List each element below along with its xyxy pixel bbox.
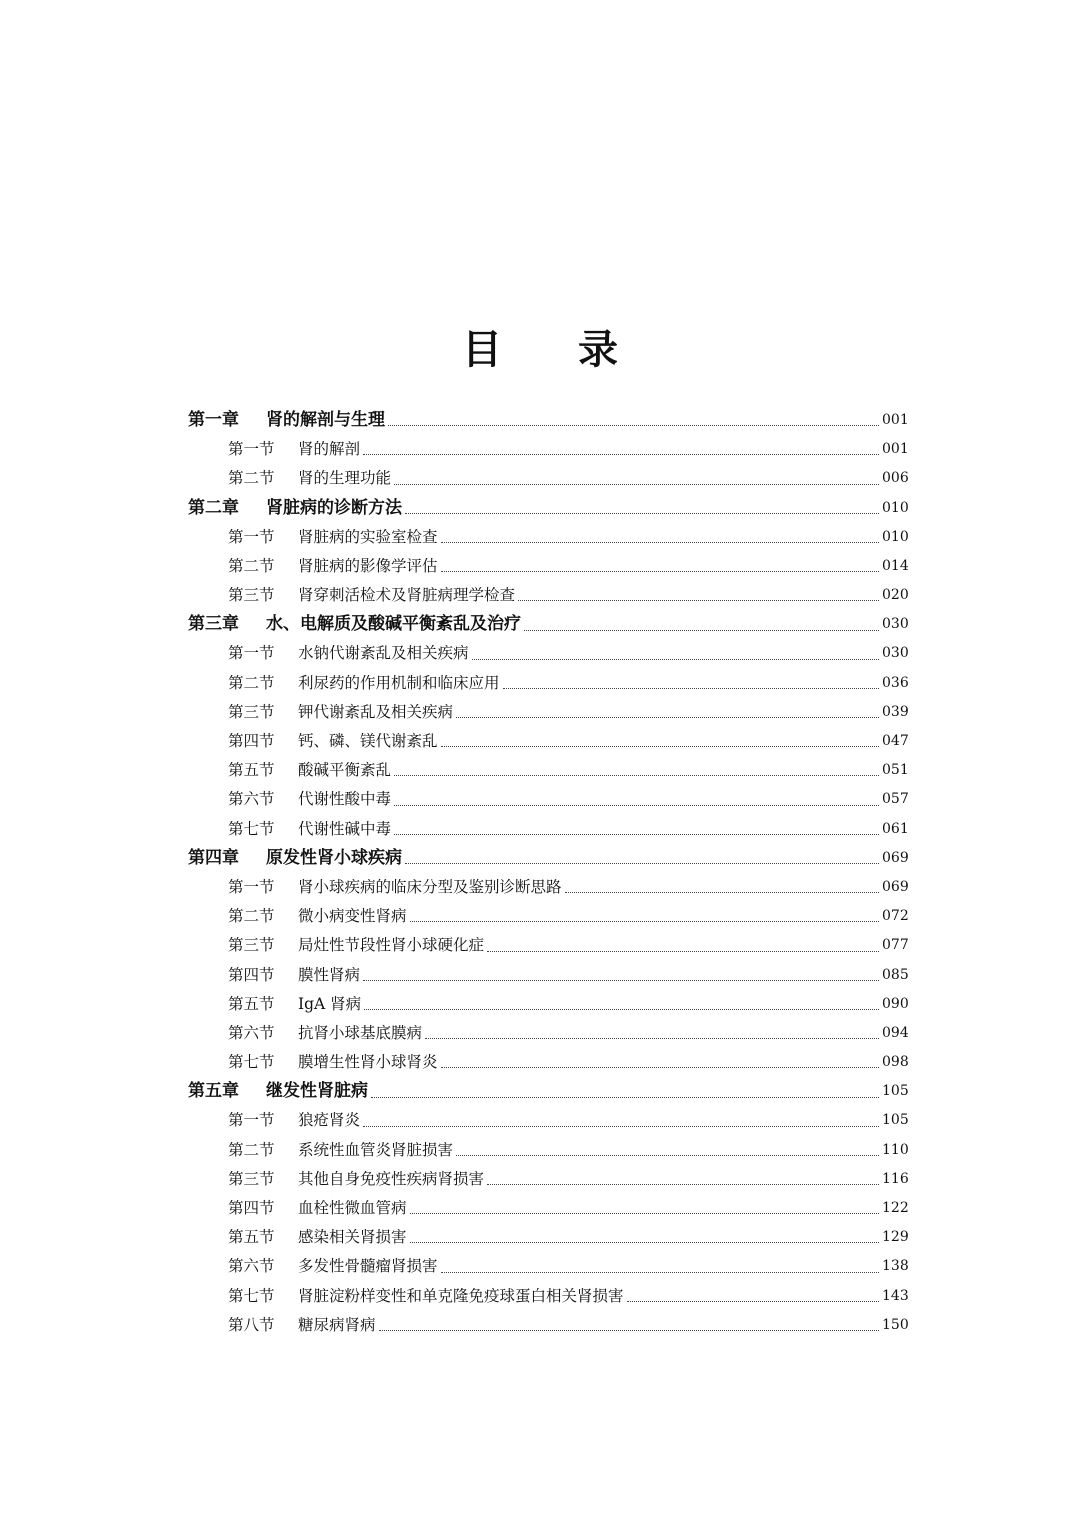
section-title: 酸碱平衡紊乱	[298, 761, 392, 780]
dot-leader	[627, 1300, 879, 1302]
section-title: 抗肾小球基底膜病	[298, 1023, 423, 1042]
section-number: 第一节	[228, 877, 275, 896]
page-number: 090	[882, 995, 909, 1012]
chapter-title: 继发性肾脏病	[266, 1081, 368, 1102]
section-number: 第四节	[228, 965, 275, 984]
section-title: 膜性肾病	[298, 965, 361, 984]
toc-section-entry[interactable]	[188, 785, 908, 814]
toc-section-entry[interactable]	[188, 640, 908, 669]
section-number: 第四节	[228, 1199, 275, 1218]
page-number: 047	[882, 733, 909, 750]
toc-chapter-entry[interactable]	[188, 844, 908, 873]
toc-list	[188, 406, 908, 1340]
section-number: 第二节	[228, 556, 275, 575]
toc-heading-char-1: 目	[462, 326, 502, 373]
section-title: 钾代谢紊乱及相关疾病	[298, 702, 454, 721]
chapter-number: 第三章	[188, 614, 239, 635]
page-number: 085	[882, 966, 909, 983]
toc-section-entry[interactable]	[188, 1282, 908, 1311]
chapter-title: 肾脏病的诊断方法	[266, 497, 402, 518]
section-title: 局灶性节段性肾小球硬化症	[298, 936, 485, 955]
page-number: 030	[882, 645, 909, 662]
chapter-title: 肾的解剖与生理	[266, 409, 385, 430]
toc-chapter-entry[interactable]	[188, 610, 908, 639]
section-number: 第三节	[228, 586, 275, 605]
section-number: 第六节	[228, 790, 275, 809]
section-title: 钙、磷、镁代谢紊乱	[298, 732, 438, 751]
page-number: 001	[882, 411, 909, 428]
section-title: 利尿药的作用机制和临床应用	[298, 673, 500, 692]
page-number: 069	[882, 878, 909, 895]
toc-section-entry[interactable]	[188, 1048, 908, 1077]
toc-section-entry[interactable]	[188, 698, 908, 727]
page-number: 069	[882, 849, 909, 866]
dot-leader	[565, 891, 879, 893]
toc-section-entry[interactable]	[188, 902, 908, 931]
section-title: 系统性血管炎肾脏损害	[298, 1140, 454, 1159]
dot-leader	[441, 745, 879, 747]
section-number: 第四节	[228, 732, 275, 751]
page-number: 072	[882, 908, 909, 925]
dot-leader	[394, 483, 879, 485]
page-number: 143	[882, 1287, 909, 1304]
dot-leader	[472, 658, 879, 660]
dot-leader	[379, 1329, 879, 1331]
section-number: 第一节	[228, 644, 275, 663]
toc-section-entry[interactable]	[188, 1252, 908, 1281]
section-number: 第八节	[228, 1315, 275, 1334]
section-title: 多发性骨髓瘤肾损害	[298, 1257, 438, 1276]
section-number: 第二节	[228, 1140, 275, 1159]
page-number: 138	[882, 1258, 909, 1275]
toc-section-entry[interactable]	[188, 581, 908, 610]
section-title: 肾的生理功能	[298, 469, 392, 488]
toc-section-entry[interactable]	[188, 1136, 908, 1165]
page-number: 020	[882, 587, 909, 604]
dot-leader	[363, 453, 879, 455]
section-title: 微小病变性肾病	[298, 907, 407, 926]
page-number: 036	[882, 674, 909, 691]
dot-leader	[487, 1183, 879, 1185]
section-title: 膜增生性肾小球肾炎	[298, 1053, 438, 1072]
dot-leader	[410, 920, 879, 922]
dot-leader	[394, 833, 879, 835]
page-number: 051	[882, 762, 909, 779]
dot-leader	[394, 804, 879, 806]
chapter-number: 第二章	[188, 497, 239, 518]
toc-section-entry[interactable]	[188, 435, 908, 464]
chapter-number: 第五章	[188, 1081, 239, 1102]
page-number: 010	[882, 528, 909, 545]
page-number: 105	[882, 1112, 909, 1129]
section-number: 第一节	[228, 1111, 275, 1130]
toc-section-entry[interactable]	[188, 727, 908, 756]
section-title: 肾脏病的实验室检查	[298, 527, 438, 546]
dot-leader	[425, 1037, 879, 1039]
section-number: 第三节	[228, 936, 275, 955]
section-title: 代谢性碱中毒	[298, 819, 392, 838]
toc-chapter-entry[interactable]	[188, 494, 908, 523]
dot-leader	[388, 424, 879, 426]
section-title: 血栓性微血管病	[298, 1199, 407, 1218]
chapter-title: 原发性肾小球疾病	[266, 847, 402, 868]
section-number: 第一节	[228, 440, 275, 459]
page-number: 014	[882, 557, 909, 574]
toc-section-entry[interactable]	[188, 1223, 908, 1252]
toc-section-entry[interactable]	[188, 756, 908, 785]
toc-section-entry[interactable]	[188, 552, 908, 581]
section-number: 第二节	[228, 907, 275, 926]
chapter-number: 第四章	[188, 847, 239, 868]
section-number: 第六节	[228, 1257, 275, 1276]
dot-leader	[456, 1154, 879, 1156]
toc-section-entry[interactable]	[188, 1107, 908, 1136]
toc-heading	[0, 318, 1080, 375]
toc-section-entry[interactable]	[188, 815, 908, 844]
section-title: IgA 肾病	[298, 994, 362, 1013]
section-title: 肾小球疾病的临床分型及鉴别诊断思路	[298, 877, 562, 896]
dot-leader	[487, 950, 879, 952]
section-title: 肾的解剖	[298, 440, 361, 459]
page-number: 122	[882, 1200, 909, 1217]
page-number: 039	[882, 703, 909, 720]
page-number: 098	[882, 1054, 909, 1071]
dot-leader	[364, 1008, 879, 1010]
chapter-number: 第一章	[188, 409, 239, 430]
toc-section-entry[interactable]	[188, 931, 908, 960]
dot-leader	[518, 599, 879, 601]
toc-section-entry[interactable]	[188, 523, 908, 552]
toc-section-entry[interactable]	[188, 873, 908, 902]
dot-leader	[405, 862, 879, 864]
section-number: 第一节	[228, 527, 275, 546]
dot-leader	[371, 1096, 879, 1098]
dot-leader	[441, 541, 879, 543]
dot-leader	[441, 1066, 879, 1068]
page-number: 006	[882, 470, 909, 487]
page-number: 061	[882, 820, 909, 837]
section-number: 第六节	[228, 1023, 275, 1042]
page-number: 129	[882, 1229, 909, 1246]
section-number: 第三节	[228, 1169, 275, 1188]
dot-leader	[456, 716, 879, 718]
toc-section-entry[interactable]	[188, 1019, 908, 1048]
toc-chapter-entry[interactable]	[188, 1077, 908, 1106]
toc-section-entry[interactable]	[188, 669, 908, 698]
dot-leader	[410, 1212, 879, 1214]
section-title: 感染相关肾损害	[298, 1228, 407, 1247]
page-number: 105	[882, 1083, 909, 1100]
section-number: 第三节	[228, 702, 275, 721]
page-number: 150	[882, 1316, 909, 1333]
page-number: 116	[882, 1170, 909, 1187]
toc-heading-char-2: 录	[578, 326, 618, 373]
section-number: 第二节	[228, 673, 275, 692]
section-title: 糖尿病肾病	[298, 1315, 376, 1334]
toc-chapter-entry[interactable]	[188, 406, 908, 435]
chapter-title: 水、电解质及酸碱平衡紊乱及治疗	[266, 614, 521, 635]
toc-section-entry[interactable]	[188, 990, 908, 1019]
page-number: 077	[882, 937, 909, 954]
section-title: 其他自身免疫性疾病肾损害	[298, 1169, 485, 1188]
section-title: 肾脏淀粉样变性和单克隆免疫球蛋白相关肾损害	[298, 1286, 624, 1305]
dot-leader	[441, 1271, 879, 1273]
section-title: 代谢性酸中毒	[298, 790, 392, 809]
section-title: 水钠代谢紊乱及相关疾病	[298, 644, 469, 663]
section-number: 第七节	[228, 1286, 275, 1305]
section-number: 第七节	[228, 819, 275, 838]
dot-leader	[441, 570, 879, 572]
toc-section-entry[interactable]	[188, 1165, 908, 1194]
page-number: 094	[882, 1024, 909, 1041]
page-number: 057	[882, 791, 909, 808]
page-number: 110	[882, 1141, 909, 1158]
section-number: 第五节	[228, 1228, 275, 1247]
dot-leader	[363, 1125, 879, 1127]
section-number: 第五节	[228, 761, 275, 780]
dot-leader	[524, 629, 879, 631]
toc-section-entry[interactable]	[188, 1311, 908, 1340]
dot-leader	[363, 979, 879, 981]
section-number: 第七节	[228, 1053, 275, 1072]
toc-section-entry[interactable]	[188, 464, 908, 493]
page-number: 010	[882, 499, 909, 516]
section-number: 第二节	[228, 469, 275, 488]
dot-leader	[405, 512, 879, 514]
dot-leader	[503, 687, 879, 689]
section-number: 第五节	[228, 994, 275, 1013]
section-title: 肾脏病的影像学评估	[298, 556, 438, 575]
page-number: 001	[882, 441, 909, 458]
toc-section-entry[interactable]	[188, 961, 908, 990]
dot-leader	[394, 774, 879, 776]
page-number: 030	[882, 616, 909, 633]
section-title: 狼疮肾炎	[298, 1111, 361, 1130]
section-title: 肾穿刺活检术及肾脏病理学检查	[298, 586, 516, 605]
toc-section-entry[interactable]	[188, 1194, 908, 1223]
dot-leader	[410, 1241, 879, 1243]
